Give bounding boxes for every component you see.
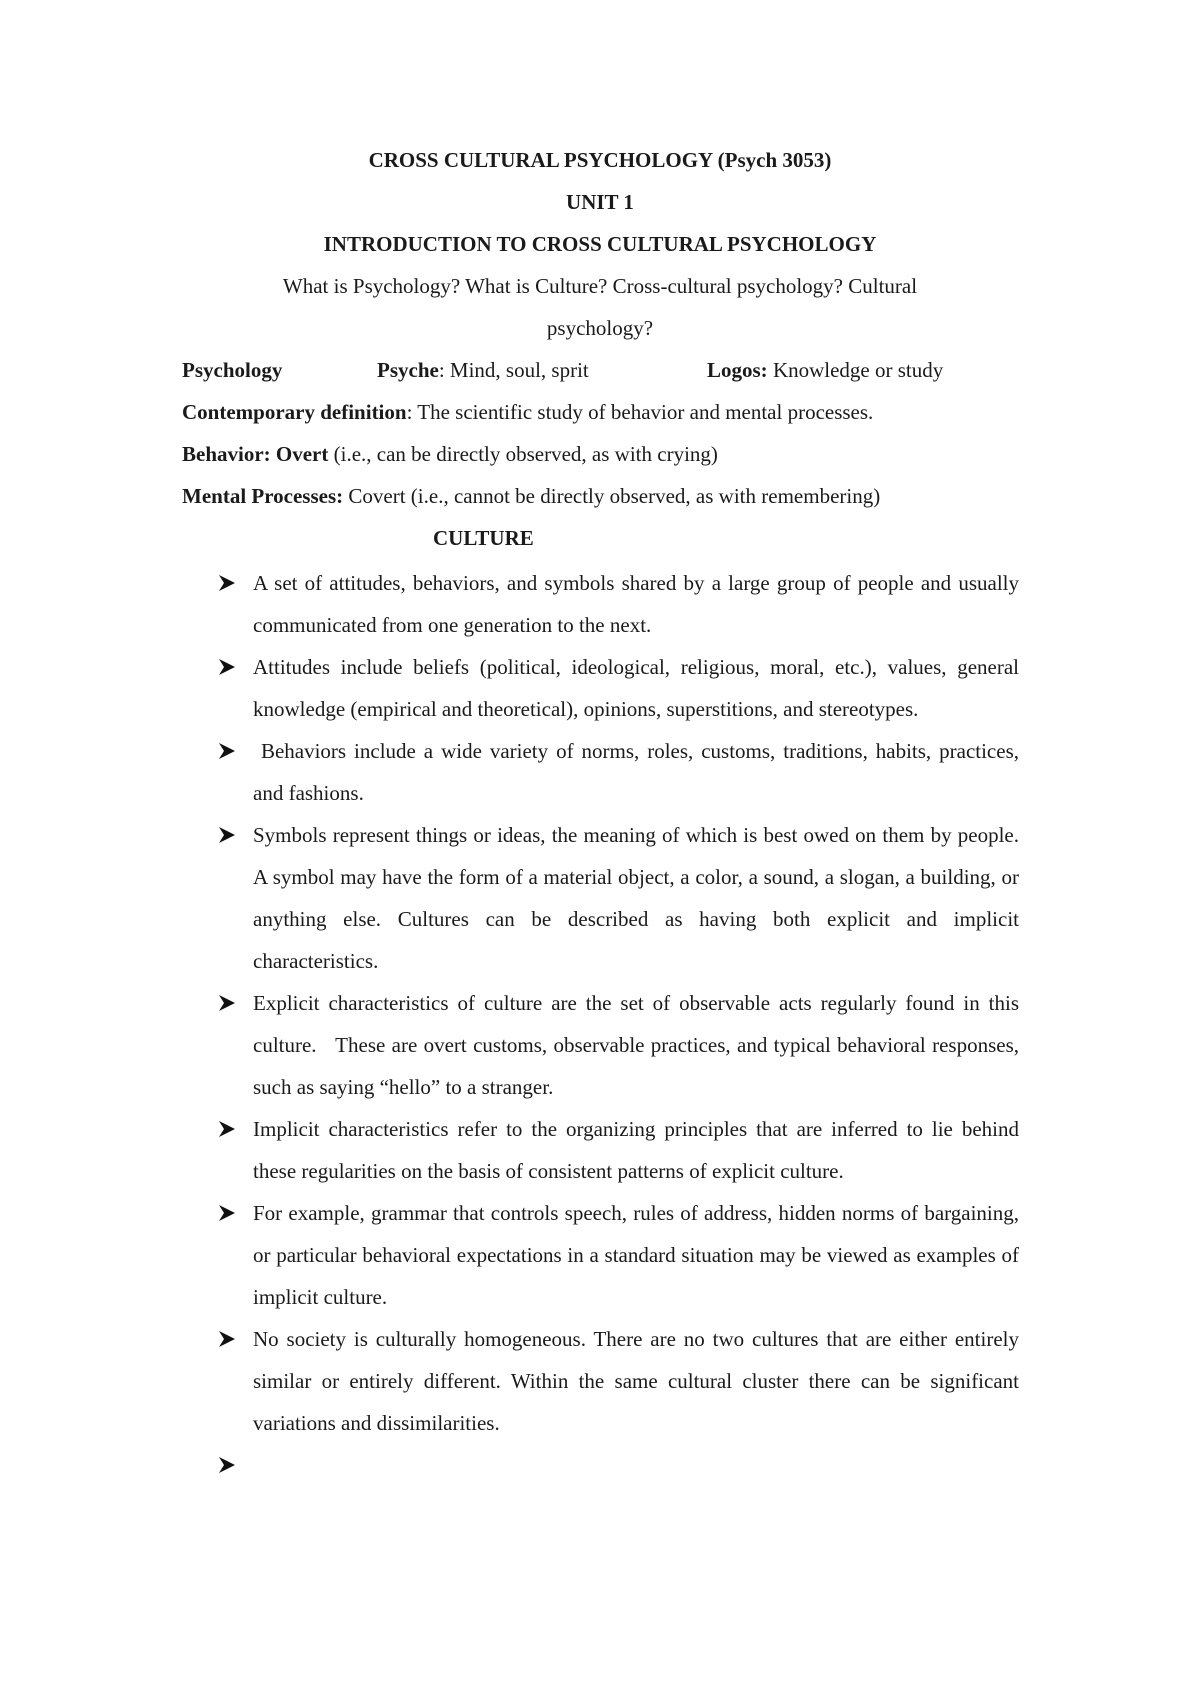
contemporary-definition xyxy=(182,398,873,426)
psychology-term: Psychology xyxy=(182,358,283,382)
contemporary-definition-text: : The scientific study of behavior and mental processes. xyxy=(406,400,874,424)
intro-questions-line-2: psychology? xyxy=(546,316,654,340)
psychology-etymology-row xyxy=(0,356,1200,384)
arrowhead-bullet-icon xyxy=(218,1108,240,1150)
list-item-text: Explicit characteristics of culture are the set of observable acts regularly found in this culture. These are overt customs, observable practices, and typical behavioral responses, such as saying “hello” to a stranger. xyxy=(253,991,1025,1099)
list-item-text: Behaviors include a wide variety of norms, roles, customs, traditions, habits, practices, and fashions. xyxy=(253,739,1025,805)
list-item-text: A set of attitudes, behaviors, and symbols shared by a large group of people and usually communicated from one generation to the next. xyxy=(253,571,1019,637)
list-item xyxy=(0,1444,1019,1486)
list-item xyxy=(0,814,1019,982)
list-item xyxy=(0,646,1019,730)
arrowhead-bullet-icon xyxy=(218,562,240,604)
arrowhead-bullet-icon xyxy=(218,730,240,772)
list-item xyxy=(0,982,1025,1108)
list-item xyxy=(0,1318,1019,1444)
list-item-text: Implicit characteristics refer to the organizing principles that are inferred to lie behind these regularities on the basis of consistent patterns of explicit culture. xyxy=(253,1117,1019,1183)
list-item-text: Attitudes include beliefs (political, ideological, religious, moral, etc.), values, general knowledge (empirical and theoretical), opinions, superstitions, and stereotypes. xyxy=(253,655,1019,721)
list-item-text: For example, grammar that controls speech, rules of address, hidden norms of bargaining, or particular behavioral expectations in a standard situation may be viewed as examples of implicit culture. xyxy=(253,1201,1019,1309)
behavior-definition xyxy=(182,440,718,468)
mental-processes-label: Mental Processes: xyxy=(182,484,344,508)
arrowhead-bullet-icon xyxy=(218,646,240,688)
psyche-meaning: : Mind, soul, sprit xyxy=(438,358,589,382)
culture-bullet-list xyxy=(0,562,1200,1486)
unit-title: INTRODUCTION TO CROSS CULTURAL PSYCHOLOGY xyxy=(323,232,877,256)
mental-processes-text: Covert (i.e., cannot be directly observed, as with remembering) xyxy=(343,484,881,508)
list-item-text: Symbols represent things or ideas, the meaning of which is best owed on them by people. A symbol may have the form of a material object, a color, a sound, a slogan, a building, or anything else. Cultures can be described as having both explicit and implicit characteristics. xyxy=(253,823,1019,973)
arrowhead-bullet-icon xyxy=(218,1444,240,1486)
arrowhead-bullet-icon xyxy=(218,1318,240,1360)
list-item xyxy=(0,1108,1019,1192)
psyche-label: Psyche xyxy=(377,358,439,382)
intro-questions-line-1: What is Psychology? What is Culture? Cross-cultural psychology? Cultural xyxy=(282,274,918,298)
arrowhead-bullet-icon xyxy=(218,814,240,856)
arrowhead-bullet-icon xyxy=(218,982,240,1024)
unit-number: UNIT 1 xyxy=(566,190,634,214)
list-item xyxy=(0,730,1025,814)
culture-heading: CULTURE xyxy=(433,526,534,550)
list-item xyxy=(0,562,1019,646)
arrowhead-bullet-icon xyxy=(218,1192,240,1234)
behavior-text: (i.e., can be directly observed, as with crying) xyxy=(328,442,718,466)
contemporary-definition-label: Contemporary definition xyxy=(182,400,407,424)
course-title: CROSS CULTURAL PSYCHOLOGY (Psych 3053) xyxy=(368,148,832,172)
list-item xyxy=(0,1192,1019,1318)
list-item-text: No society is culturally homogeneous. There are no two cultures that are either entirely similar or entirely different. Within the same cultural cluster there can be significant variations and dissimilarities. xyxy=(253,1327,1019,1435)
logos-meaning: Knowledge or study xyxy=(767,358,944,382)
mental-processes-definition xyxy=(182,482,880,510)
logos-label: Logos: xyxy=(707,358,768,382)
behavior-label: Behavior: Overt xyxy=(182,442,329,466)
